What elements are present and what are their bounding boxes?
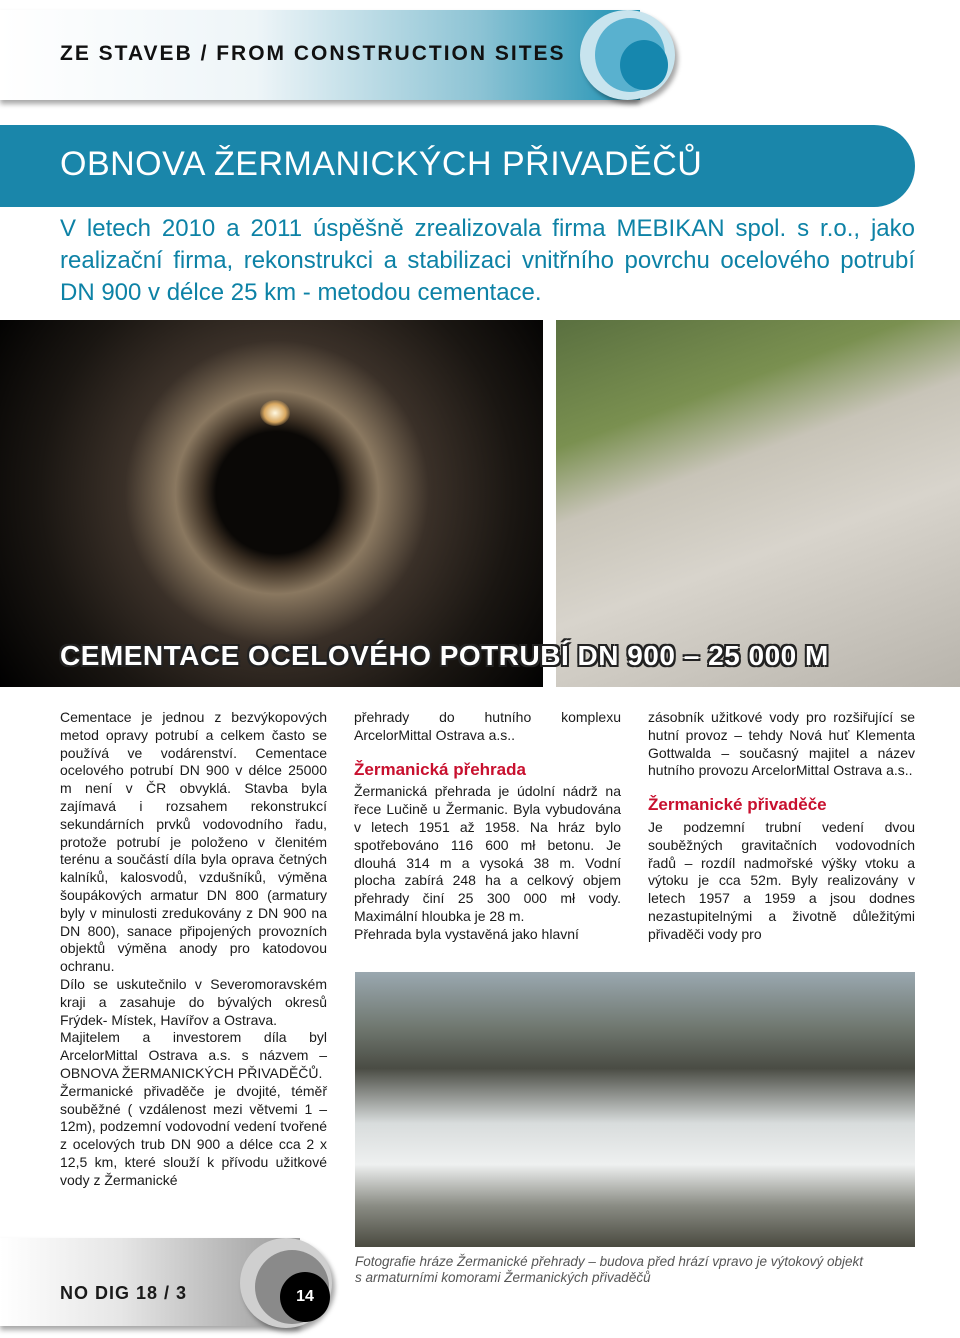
- lead-paragraph: V letech 2010 a 2011 úspěšně zrealizovala firma MEBIKAN spol. s r.o., jako realizační firma, rekonstrukci a stabilizaci vnitřního povrchu ocelového potrubí DN 900 v délce 25 km - metodou cementace.: [60, 215, 915, 306]
- paragraph: Žermanická přehrada je údolní nádrž na řece Lučině u Žermanic. Byla vybudována v letech 1951 až 1958. Na hráz bylo spotřebováno 116 600 mł betonu. Je dlouhá 314 m a vysoká 38 m. Vodní plocha zabírá 248 ha a celkový objem přehrady činí 25 300 000 mł vody. Maximální hloubka je 28 m.: [354, 783, 621, 924]
- article-title: OBNOVA ŽERMANICKÝCH PŘIVADĚČŮ: [60, 145, 703, 183]
- paragraph: přehrady do hutního komplexu ArcelorMittal Ostrava a.s..: [354, 709, 621, 743]
- paragraph: Je podzemní trubní vedení dvou souběžných gravitačních vodovodních řadů – rozdíl nadmořské výšky vtoku a výtoku je cca 52m. Byly realizovány v letech 1957 a 1959 a jsou dodnes nezastupitelnými a životně důležitými přivaděči vody pro: [648, 818, 915, 942]
- paragraph: zásobník užitkové vody pro rozšiřující se hutní provoz – tehdy Nová huť Klementa Gottwalda – současný majitel a název hutního provozu ArcelorMittal Ostrava a.s..: [648, 709, 915, 779]
- text-column-1: [60, 709, 327, 1190]
- dam-photo: [355, 972, 915, 1247]
- photo-banner: CEMENTACE OCELOVÉHO POTRUBÍ DN 900 – 25 000 M: [60, 640, 829, 671]
- cemented-pipe-photo: [556, 320, 960, 687]
- paragraph: Dílo se uskutečnilo v Severomoravském kraji a zasahuje do bývalých okresů Frýdek- Místek, Havířov a Ostrava.: [60, 975, 327, 1028]
- pipe-light: [260, 400, 290, 426]
- subheading: Žermanická přehrada: [354, 759, 526, 779]
- paragraph: Majitelem a investorem díla byl ArcelorMittal Ostrava a.s. s názvem – OBNOVA ŽERMANICKÝCH PŘIVADĚČŮ.: [60, 1029, 327, 1081]
- text-column-3: [648, 709, 915, 944]
- pipe-core: [620, 40, 668, 90]
- caption-line: s armaturními komorami Žermanických přivaděčů: [355, 1270, 651, 1285]
- caption-line: Fotografie hráze Žermanické přehrady – budova před hrází vpravo je výtokový objekt: [355, 1254, 864, 1269]
- pipe-interior-photo: [0, 320, 543, 687]
- paragraph: Žermanické přivaděče je dvojité, téměř souběžné ( vzdálenost mezi větvemi 1 – 12m), podzemní vodovodní vedení tvořené z ocelových trub DN 900 a délce cca 2 x 12,5 km, které slouží k přívodu užitkové vody z Žermanické: [60, 1082, 327, 1188]
- paragraph: Přehrada byla vystavěná jako hlavní: [354, 925, 579, 942]
- issue-label: NO DIG 18 / 3: [60, 1283, 188, 1303]
- subheading: Žermanické přivaděče: [648, 795, 827, 815]
- paragraph: Cementace je jednou z bezvýkopových metod opravy potrubí a celkem často se používá ve vodárenství. Cementace ocelového potrubí DN 900 v délce 25000 m není v ČR obvyklá. Stavba byla zajímavá i rozsahem rekonstrukcí sekundárních prvků vodovodního řadu, protože potrubí je položeno v členitém terénu a součástí díla byla oprava četných kalníků, kalosvodů, vzdušníků, výměna šoupákových armatur DN 800 (armatury byly v minulosti zredukovány z DN 900 na DN 800), sanace připojených provozních objektů výměna anody pro katodovou ochranu.: [60, 709, 327, 975]
- section-label: ZE STAVEB / FROM CONSTRUCTION SITES: [60, 42, 566, 65]
- text-column-2: [354, 709, 621, 944]
- photo-caption: [355, 1254, 863, 1286]
- page-number: 14: [280, 1272, 330, 1322]
